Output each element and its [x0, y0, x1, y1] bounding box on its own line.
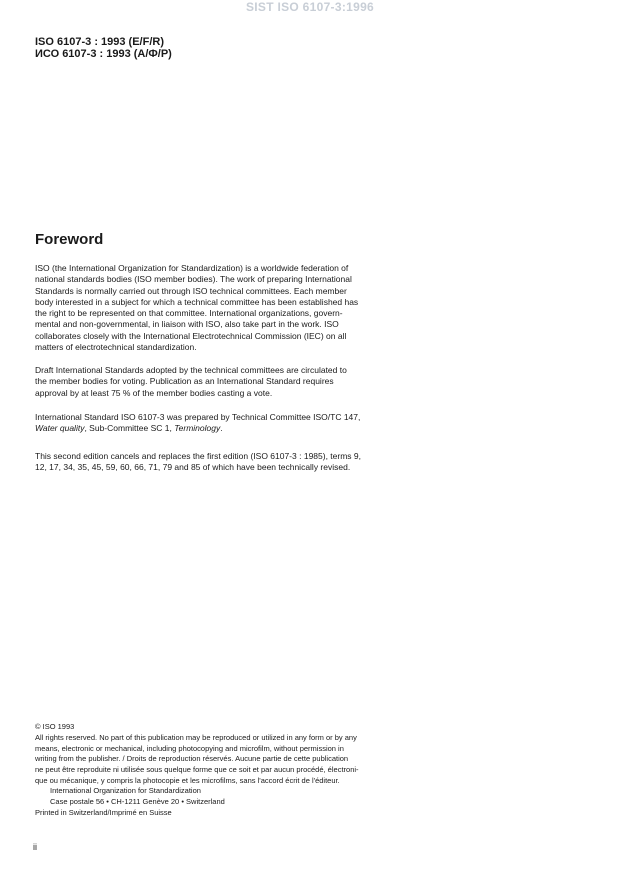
document-id-latin: ISO 6107-3 : 1993 (E/F/R) [35, 36, 164, 48]
foreword-paragraph-1 [35, 263, 580, 353]
text-line: ISO (the International Organization for Standardization) is a worldwide federation of [35, 263, 349, 273]
text-line: the member bodies for voting. Publication as an International Standard requires [35, 376, 334, 387]
text-line: ne peut être reproduite ni utilisée sous quelque forme que ce soit et par aucun procédé, électroni- [35, 765, 359, 775]
text-line [35, 423, 580, 434]
postal-address: Case postale 56 • CH-1211 Genève 20 • Switzerland [50, 797, 225, 806]
terminology-title: Terminology [174, 423, 221, 434]
text-line: collaborates closely with the International Electrotechnical Commission (IEC) on all [35, 330, 347, 341]
subcommittee-text: , Sub-Committee SC 1, [84, 423, 175, 434]
text-line: means, electronic or mechanical, including photocopying and microfilm, without permission in [35, 743, 344, 753]
text-line: Draft International Standards adopted by the technical committees are circulated to [35, 365, 347, 375]
document-id [35, 36, 172, 60]
text-line: International Standard ISO 6107-3 was prepared by Technical Committee ISO/TC 147, [35, 412, 361, 422]
text-line: 12, 17, 34, 35, 45, 59, 60, 66, 71, 79 and 85 of which have been technically revised. [35, 462, 351, 473]
foreword-paragraph-3 [35, 412, 580, 435]
text-line: Standards is normally carried out through ISO technical committees. Each member [35, 285, 347, 296]
text-line: writing from the publisher. / Droits de reproduction réservés. Aucune partie de cette publication [35, 754, 349, 764]
period: . [220, 423, 223, 434]
foreword-paragraph-4 [35, 451, 580, 474]
text-line: mental and non-governmental, in liaison with ISO, also take part in the work. ISO [35, 319, 339, 330]
text-line: This second edition cancels and replaces the first edition (ISO 6107-3 : 1985), terms 9, [35, 451, 362, 461]
document-id-cyrillic: ИСО 6107-3 : 1993 (А/Ф/Р) [35, 48, 172, 60]
text-line: the right to be represented on that committee. International organizations, govern- [35, 308, 343, 319]
publisher-name: International Organization for Standardization [50, 786, 201, 795]
text-line: matters of electrotechnical standardization. [35, 342, 197, 353]
text-line: body interested in a subject for which a technical committee has been established has [35, 296, 359, 307]
text-line: que ou mécanique, y compris la photocopie et les microfilms, sans l'accord écrit de l'éditeur. [35, 775, 340, 785]
copyright-notice [35, 722, 590, 787]
watermark: SIST ISO 6107-3:1996 [245, 0, 375, 14]
printed-in: Printed in Switzerland/Imprimé en Suisse [35, 808, 172, 817]
publisher-address [50, 785, 225, 807]
text-line: approval by at least 75 % of the member bodies casting a vote. [35, 387, 273, 398]
copyright-line: © ISO 1993 [35, 722, 75, 731]
page-number: ii [33, 842, 37, 852]
water-quality-title: Water quality [35, 423, 85, 434]
text-line: national standards bodies (ISO member bodies). The work of preparing International [35, 274, 352, 285]
foreword-paragraph-2 [35, 365, 580, 399]
foreword-heading: Foreword [35, 231, 104, 248]
text-line: All rights reserved. No part of this publication may be reproduced or utilized in any form or by any [35, 732, 357, 742]
